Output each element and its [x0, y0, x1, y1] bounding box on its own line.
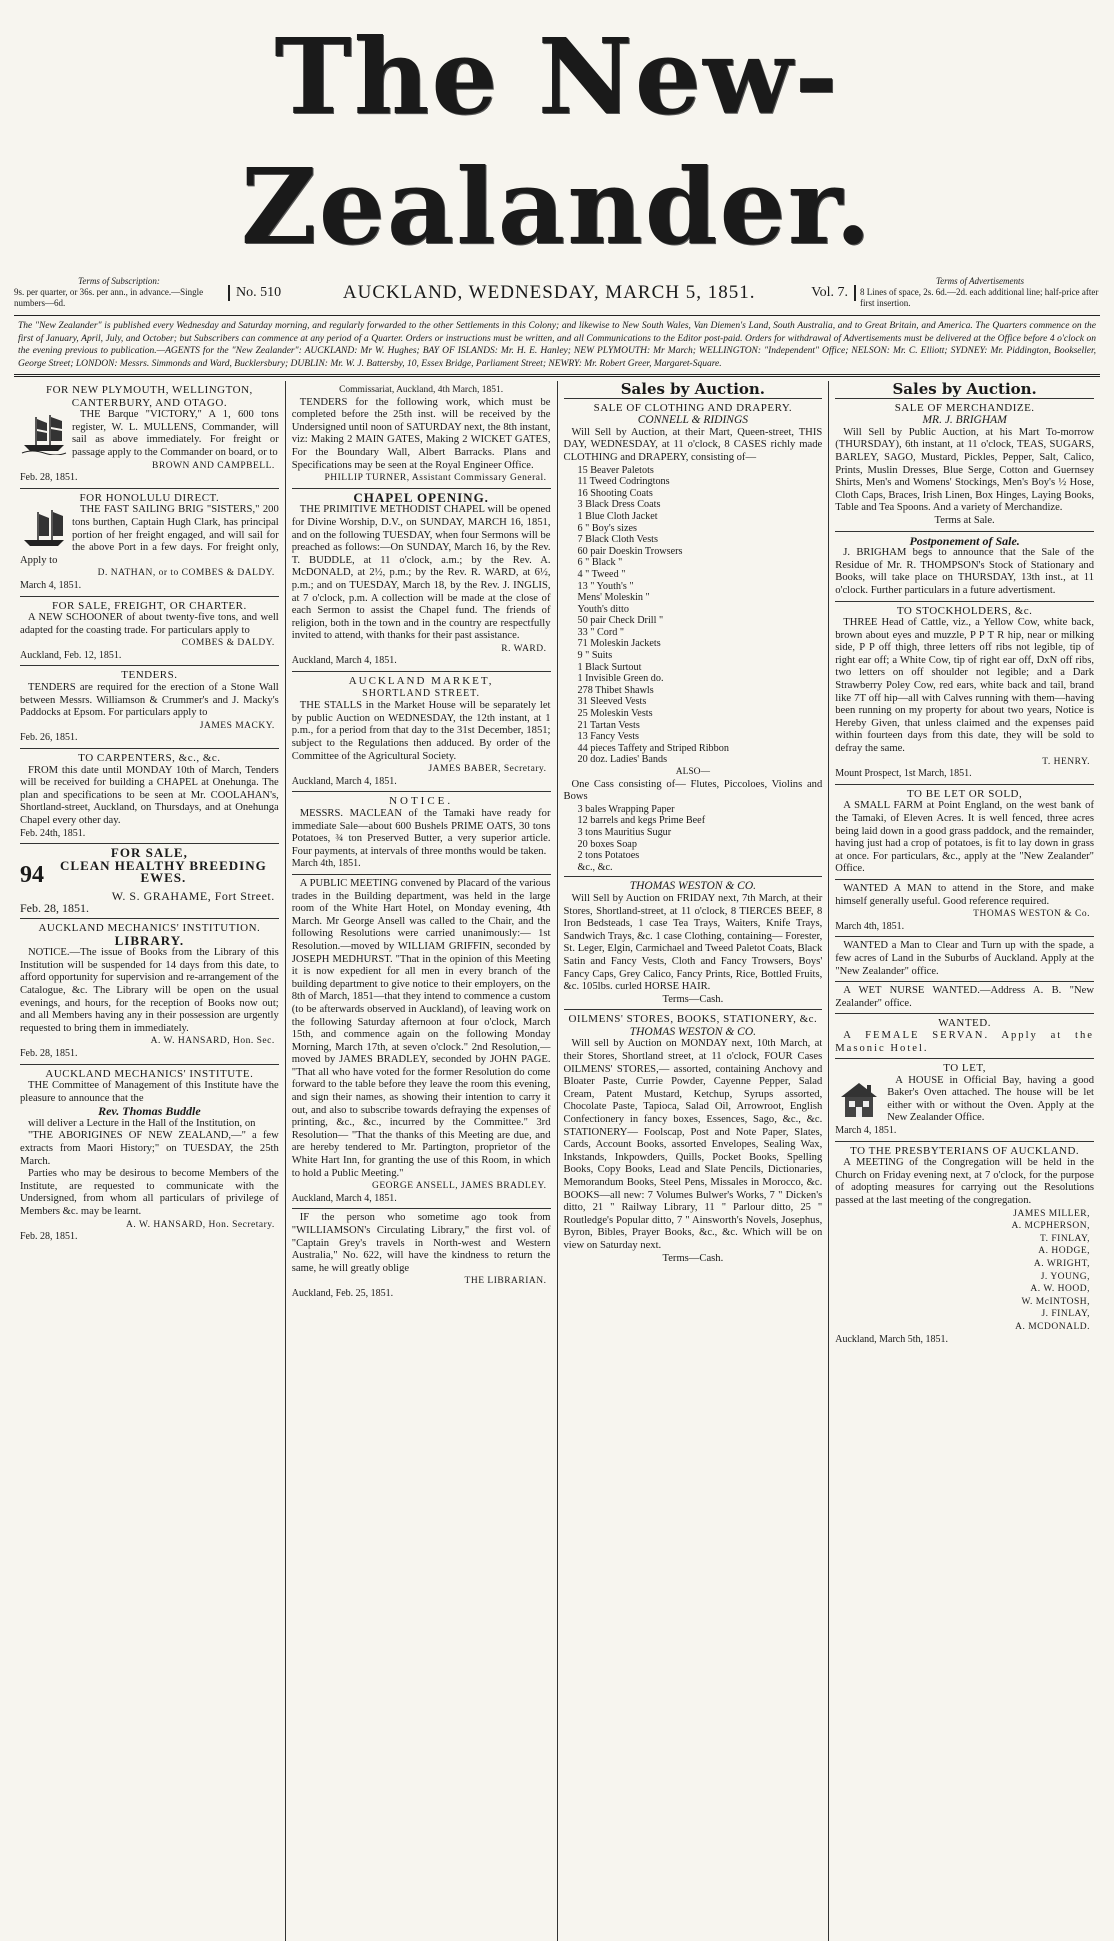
section-heading: Sales by Auction.: [835, 381, 1094, 399]
ad-heading: TO STOCKHOLDERS, &c.: [896, 604, 1033, 617]
ad-date: Feb. 26, 1851.: [20, 732, 78, 744]
ad-body: Will sell by Auction on MONDAY next, 10th March, at their Stores, Shortland street, at 11 o'clock, FOUR Cases OILMENS' STORES,— assorted, containing Anchovy and Bloater Paste, Currie Powder, Cayenne Pepper, Salad Cream, Patent Mustard, Ketchup, Syrups assorted, Chocolate Paste, Tapioca, Salad Oil, Arrowroot, English Confectionery in fancy boxes, Essences, Sago, &c., &c. STATIONERY— Foolscap, Post and Note Paper, Slates, Cards, Account Books, assorted Envelopes, Sealing Wax, Inkstands, Inkpowders, Quills, Pocket Books, Spelling Books, Copy Books, Lead and Slate Pencils, Dictionaries, Memorandum Books, Steel Pens, Missales in Morocco, &c. BOOKS—all new: 7 Volumes Bulwer's Works, 7 " Dicken's ditto, 21 " Railway Library, 11 " Parlour ditto, 25 " Routledge's Popular ditto, 7 " Ainsworth's Novels, Josephus, Byron, Bibles, Prayer Books, &c., &c. Which will be on view on Saturday next.: [563, 1038, 823, 1251]
ad-honolulu: [20, 489, 279, 597]
ad-signature: JAMES MACKY.: [199, 720, 275, 731]
ad-signature: T. HENRY.: [1042, 756, 1090, 767]
list-item: 33 " Cord ": [577, 626, 625, 638]
column-2: [285, 381, 557, 1941]
list-item: 6 " Black ": [577, 557, 623, 569]
ad-body: FROM this date until MONDAY 10th of March, Tenders will be received for building a CHAPEL at Onehunga. The plan and specifications to be seen at Mr. COOLAHAN's, Shortland-street, Auckland, on Thursdays, and at Onehunga Chapel every other day.: [20, 764, 279, 826]
ad-subheading: LIBRARY.: [114, 932, 185, 948]
ad-wanted-clear-land: [835, 937, 1094, 982]
ad-body: WANTED a Man to Clear and Turn up with the spade, a few acres of Land in the Suburbs of Auckland. Apply at the "New Zealander" office.: [835, 940, 1094, 977]
ad-body: Parties who may be desirous to become Members of the Institute, are requested to communicate with the Undersigned, from whom all particulars of privilege of Members &c. may be learnt.: [20, 1168, 279, 1218]
ad-terms: Terms—Cash.: [662, 993, 724, 1005]
ad-body: IF the person who sometime ago took from "WILLIAMSON's Circulating Library," the first vol. of "Captain Grey's travels in North-west and Western Australia," No. 622, will have the kindness to return the same, he will greatly oblige: [291, 1212, 551, 1274]
ad-body: A NEW SCHOONER of about twenty-five tons, and well adapted for the coasting trade. For particulars apply to: [20, 612, 279, 636]
ad-date: March 4, 1851.: [20, 579, 82, 591]
ad-date: Auckland, March 4, 1851.: [291, 1192, 397, 1204]
publication-info: The "New Zealander" is published every Wednesday and Saturday morning, and regularly forwarded to the other Settlements in this Colony; and likewise to New South Wales, Van Diemen's Land, South Australia, and to Great Britain, and America. The Quarters commence on the first of January, April, July, and October; but Subscribers can commence at any period of a Quarter. Orders or instructions must be written, and all Communications to the Editor post-paid. Orders for withdrawal of Advertisements must be delivered at the Office before 4 o'clock on the evening previous to publication.—AGENTS for the "New Zealander": AUCKLAND: Mr W. Hughes; BAY OF ISLANDS: Mr. H. E. Hanley; NEW PLYMOUTH: Mr March; WELLINGTON: "Independent" Office; NELSON: Mr. C. Elliott; SYDNEY: Mr. Piddington, Bookseller, George Street; LONDON: Messrs. Simmonds and Ward, Bucklersbury; DUBLIN: Mr. W. J. Battersby, 10, Essex Bridge, Parliament Street; NEWRY: Mr. Robert Greer, Margaret-Square.: [18, 321, 1096, 369]
ad-signature: THE LIBRARIAN.: [464, 1276, 547, 1287]
ad-public-meeting: [292, 875, 551, 1209]
signatory-name: W. McINTOSH,: [1021, 1296, 1090, 1307]
list-item: 9 " Suits: [577, 650, 613, 662]
list-item: 2 tons Potatoes: [577, 850, 640, 862]
ad-date: Feb. 28, 1851.: [20, 901, 89, 916]
ad-body: MESSRS. MACLEAN of the Tamaki have ready for immediate Sale—about 600 Bushels PRIME OATS, 30 tons Potatoes, ¾ ton Preserved Butter, a very superior article. Four payments, at intervals of three months would be taken.: [291, 808, 551, 857]
list-item: 1 Invisible Green do.: [577, 673, 664, 685]
advertisement-terms-text: 8 Lines of space, 2s. 6d.—2d. each additional line; half-price after first insertion.: [860, 287, 1099, 308]
signatory-name: J. FINLAY,: [1041, 1309, 1090, 1320]
ad-date: Auckland, Feb. 12, 1851.: [20, 649, 122, 661]
ad-heading: Commissariat, Auckland, 4th March, 1851.: [339, 385, 504, 395]
list-item: 25 Moleskin Vests: [577, 708, 653, 720]
ad-signature: JAMES BABER, Secretary.: [428, 764, 547, 775]
ad-date: March 4th, 1851.: [291, 858, 361, 870]
ad-body: TENDERS for the following work, which must be completed before the 25th inst. will be received by the Undersigned until noon of SATURDAY next, the 8th instant, viz: Making 2 MAIN GATES, Making 2 WICKET GATES, For the Boundary Wall, Albert Barracks. Plans and Specifications may be seen at the Royal Engineer Office.: [291, 396, 551, 471]
ad-signature: A. W. HANSARD, Hon. Secretary.: [126, 1219, 275, 1230]
ad-wet-nurse: [835, 982, 1094, 1014]
ad-date: March 4, 1851.: [835, 1125, 897, 1137]
ad-postponement: [835, 532, 1094, 602]
item-list: [564, 465, 823, 766]
ad-signature: R. WARD.: [501, 643, 547, 654]
list-item: 13 " Youth's ": [577, 580, 634, 592]
ad-carpenters: [20, 749, 279, 844]
list-item: 278 Thibet Shawls: [577, 684, 654, 696]
ad-heading: SALE OF CLOTHING AND DRAPERY.: [593, 401, 793, 414]
list-item: Mens' Moleskin ": [577, 592, 650, 604]
subscription-terms-title: Terms of Subscription:: [78, 276, 160, 286]
ad-wanted-man: [835, 880, 1094, 937]
ad-heading: AUCKLAND MECHANICS' INSTITUTE.: [45, 1067, 254, 1080]
ad-commissariat: [292, 381, 551, 489]
ad-heading: TO CARPENTERS, &c., &c.: [78, 752, 221, 765]
list-item: 50 pair Check Drill ": [577, 615, 664, 627]
divider: [14, 315, 1100, 316]
house-icon: [835, 1077, 883, 1121]
ad-farm: [835, 785, 1094, 880]
ad-terms: Terms at Sale.: [934, 514, 995, 526]
advertisement-terms: [856, 276, 1100, 309]
ad-signature: A. W. HANSARD, Hon. Sec.: [150, 1036, 275, 1047]
ad-circulating-library: [292, 1209, 551, 1303]
ad-body: Will Sell by Auction, at their Mart, Queen-street, THIS DAY, WEDNESDAY, at 11 o'clock, 8 CASES richly made CLOTHING and DRAPERY, consisting of—: [563, 426, 823, 463]
subscription-terms: [14, 276, 224, 309]
lecture-topic: "THE ABORIGINES OF NEW ZEALAND,—" a few extracts from Maori History;" on TUESDAY, the 25th March.: [20, 1130, 279, 1167]
ad-body: NOTICE.—The issue of Books from the Library of this Institution will be suspended for 14 days from this date, to afford opportunity for supervision and re-arrangement of the Catalogue, &c. The Library will be open on the usual evenings, and hours, for the reception of Books now out; and all Members having any in their possession are urgently requested to bring them in immediately.: [20, 947, 279, 1034]
ad-heading: AUCKLAND MARKET,: [348, 675, 494, 688]
list-item: 7 Black Cloth Vests: [577, 534, 658, 546]
ad-signature: W. S. GRAHAME, Fort Street.: [111, 888, 275, 903]
auctioneer-name: THOMAS WESTON & CO.: [629, 880, 757, 893]
ewes-count: 94: [20, 861, 44, 888]
ad-heading: SALE OF MERCHANDIZE.: [894, 401, 1035, 414]
ad-clothing-sale: [564, 399, 823, 878]
ad-body: J. BRIGHAM begs to announce that the Sale of the Residue of Mr. R. THOMPSON's Stock of Stationary and Books, will take place on THURSDAY, 13th inst., at 11 o'clock. Further particulars in a future advertisment.: [835, 547, 1094, 596]
ad-signature: BROWN AND CAMPBELL.: [152, 460, 275, 471]
ad-heading: CHAPEL OPENING.: [353, 489, 489, 505]
list-item: Youth's ditto: [577, 603, 629, 615]
list-item: 12 barrels and kegs Prime Beef: [577, 815, 706, 827]
ad-notice: [292, 792, 551, 875]
ad-date: Auckland, March 4, 1851.: [291, 775, 397, 787]
ad-body: A SMALL FARM at Point England, on the west bank of the Tamaki, of Eleven Acres. It is well fenced, three acres being laid down in a good grass paddock, and the remainder, having just had a crop of potatoes, is fit to lay down in grass at once. For particulars, &c., apply at the "New Zealander" Office.: [835, 800, 1094, 875]
masthead-title: The New-Zealander.: [240, 15, 874, 268]
ad-heading: FOR NEW PLYMOUTH, WELLINGTON, CANTERBURY, AND OTAGO.: [45, 384, 253, 409]
signatory-name: A. WRIGHT,: [1033, 1259, 1090, 1269]
ad-date: Feb. 28, 1851.: [20, 1231, 78, 1243]
auctioneer-name: CONNELL & RIDINGS: [637, 414, 749, 427]
ad-institute: [20, 1065, 279, 1247]
also-label: ALSO—: [675, 767, 711, 777]
ad-heading: WANTED.: [938, 1017, 991, 1030]
lecturer-name: Rev. Thomas Buddle: [98, 1104, 201, 1119]
list-item: 31 Sleeved Vests: [577, 696, 647, 708]
ad-merchandize-sale: [835, 399, 1094, 532]
signatory-name: JAMES MILLER,: [1013, 1208, 1090, 1219]
ad-body: THE Committee of Management of this Institute have the pleasure to announce that the: [20, 1080, 279, 1104]
list-item: 15 Beaver Paletots: [577, 464, 654, 476]
ad-tenders: [20, 666, 279, 749]
ad-date: Auckland, Feb. 25, 1851.: [291, 1287, 394, 1299]
ad-body: THE FAST SAILING BRIG "SISTERS," 200 tons burthen, Captain Hugh Clark, has principal portion of her freight engaged, and will sail for the above Port in a few days. For freight only, Apply to: [20, 504, 279, 566]
divider: [14, 374, 1100, 377]
signatory-name: A. MCDONALD.: [1015, 1321, 1090, 1332]
ad-body: A PUBLIC MEETING convened by Placard of the various trades in the Building department, was held in the large room of the White Hart Hotel, on Monday evening, 4th March. Mr George Ansell was called to the Chair, and the following Resolutions were carried unanimously:— 1st Resolution.—moved by WILLIAM GRIFFIN, seconded by JOSEPH MEDHURST. "That in the opinion of this Meeting it is now expedient for all men in every branch of the building department to give notice to their employers, on the 8th of March, 1851—that they intend to commence a custom (to be afterwards observed in Auckland), of leaving work on the following Saturday afternoon at four o'clock, March 15th, and commence again on the following Monday Morning, March 17th, at seven o'clock." 2nd Resolution,—moved by JAMES BRADLEY, seconded by JOHN PAGE. "That all who have voted for the former Resolution do come forward to the table before they leave the room this evening, and sign their names, as showing their intention to carry it out, and also to subscribe towards defraying the expenses of printing, &c., &c., incurred by the Committee." 3rd Resolution— "That the thanks of this Meeting are due, and are hereby tendered to Mr. Partington, proprietor of the White Hart Inn, for granting the use of this Room, in which to hold a Public Meeting.": [291, 877, 551, 1179]
ad-body: TENDERS are required for the erection of a Stone Wall between Messrs. Williamson & Crummer's and J. Macky's Paddocks at Epsom. For particulars apply to: [20, 682, 279, 719]
ad-date: March 4th, 1851.: [835, 920, 905, 932]
signatory-name: A. W. HOOD,: [1030, 1284, 1090, 1295]
ad-heading: TO LET,: [943, 1062, 987, 1075]
ad-signature: PHILLIP TURNER, Assistant Commissary General.: [324, 473, 547, 484]
ad-date: Auckland, March 4, 1851.: [291, 655, 397, 667]
advertisement-terms-title: Terms of Advertisements: [935, 276, 1024, 286]
ad-market: [292, 672, 551, 792]
subscription-terms-text: 9s. per quarter, or 36s. per ann., in advance.—Single numbers—6d.: [14, 287, 204, 308]
list-item: 4 " Tweed ": [577, 568, 626, 580]
column-1: [14, 381, 285, 1941]
ad-signature: GEORGE ANSELL, JAMES BRADLEY.: [371, 1181, 547, 1192]
ad-heading: TENDERS.: [121, 669, 178, 682]
ad-date: Feb. 24th, 1851.: [20, 827, 86, 839]
ad-weston-beef: [564, 877, 823, 1010]
ad-chapel-opening: [292, 489, 551, 672]
ad-date: Feb. 28, 1851.: [20, 1047, 78, 1059]
ad-heading: NOTICE.: [389, 795, 454, 808]
ad-heading: FOR SALE,: [110, 845, 188, 861]
ship-icon: [20, 411, 68, 455]
dateline: AUCKLAND, WEDNESDAY, MARCH 5, 1851.: [342, 281, 756, 303]
list-item: 3 bales Wrapping Paper: [577, 803, 675, 815]
ad-subheading: SHORTLAND STREET.: [362, 687, 481, 699]
ad-heading: FOR SALE, FREIGHT, OR CHARTER.: [52, 599, 247, 612]
item-list: [564, 804, 823, 874]
list-item: 6 " Boy's sizes: [577, 522, 637, 534]
volume-number: Vol. 7.: [811, 285, 856, 301]
list-item: 44 pieces Taffety and Striped Ribbon: [577, 742, 729, 754]
ad-body: THE PRIMITIVE METHODIST CHAPEL will be opened for Divine Worship, D.V., on SUNDAY, MARCH 16, 1851, and on the following TUESDAY, when four Sermons will be preached as follows:—On SUNDAY, March 16, by the Rev. T. BUDDLE, at 11 o'clock, a.m.; by the Rev. A. McDONALD, at 2½, p.m.; by the Rev. R. WARD, at 6½, p.m.; and on TUESDAY, March 18, by the Rev. J. INGLIS, at 7 o'clock, p.m. A collection will be made at the close of each Sermon to assist the Chapel fund. The friends of religion, both in the town and in the country are respectfully invited to attend, with thanks for their past assistance.: [291, 504, 551, 642]
list-item: 71 Moleskin Jackets: [577, 638, 661, 650]
columns: [14, 381, 1100, 1941]
ad-ewes: [20, 844, 279, 919]
ad-body: Will Sell by Public Auction, at his Mart To-morrow (THURSDAY), 6th instant, at 11 o'clock, TEAS, SUGARS, BARLEY, SAGO, Mustard, Pickles, Pepper, Salt, Calico, Prints, Muslin Dresses, Blue Serge, Cotton and Guernsey Shirts, Men's and Womens' Stockings, Men's Boy's ½ Hose, Cloth Caps, Braces, Irish Linen, Box Hinges, Laying Books, Table and Tea Spoons. And a variety of Merchandize.: [835, 426, 1094, 514]
ad-body: will deliver a Lecture in the Hall of the Institution, on: [28, 1117, 256, 1129]
auctioneer-name: THOMAS WESTON & CO.: [629, 1025, 757, 1038]
ad-heading: Postponement of Sale.: [909, 533, 1020, 548]
list-item: 21 Tartan Vests: [577, 719, 640, 731]
column-4: [828, 381, 1100, 1941]
ad-schooner: [20, 597, 279, 667]
ad-body: A MEETING of the Congregation will be held in the Church on Friday evening next, at 7 o'clock, for the purpose of adopting measures for carrying out the Resolutions passed at the last meeting of the congregation.: [835, 1157, 1094, 1207]
ad-stockholders: [835, 602, 1094, 785]
section-heading: Sales by Auction.: [564, 381, 823, 399]
ad-body: CLEAN HEALTHY BREEDING EWES.: [60, 857, 267, 886]
ad-date: Auckland, March 5th, 1851.: [835, 1333, 949, 1345]
ad-body: THE STALLS in the Market House will be separately let by public Auction on WEDNESDAY, the 12th instant, at 1 p.m., for a period from that day to the 31st December, 1851; subject to the Regulations then adduced. By order of the Committee of the Agricultural Society.: [291, 700, 551, 762]
list-item: &c., &c.: [577, 861, 613, 873]
issue-number: No. 510: [228, 285, 287, 301]
signatory-name: T. FINLAY,: [1040, 1233, 1090, 1244]
signatory-name: A. HODGE,: [1038, 1246, 1090, 1257]
list-item: 20 boxes Soap: [577, 838, 637, 850]
list-item: 3 Black Dress Coats: [577, 499, 661, 511]
signatory-name: J. YOUNG,: [1040, 1271, 1090, 1282]
ad-heading: AUCKLAND MECHANICS' INSTITUTION.: [38, 921, 261, 934]
ad-female-servant: [835, 1014, 1094, 1059]
ad-date: Mount Prospect, 1st March, 1851.: [835, 768, 972, 780]
ad-body: Will Sell by Auction on FRIDAY next, 7th March, at their Stores, Shortland-street, at 11 o'clock, 8 TIERCES BEEF, 8 Iron Bedsteads, 1 case Tea Trays, Waiters, Knife Trays, Sandwich Trays, &c. 1 case Clothing, containing— Forester, St. Leger, Elgin, Carmichael and Tweed Paletot Coats, Black Satin and Fancy Vests, Cloth and Fancy Trowsers, Boys' Fancy Caps, Grey Calico, Fancy Prints, Rice, Bottled Fruits, &c. 105lbs. curled HORSE HAIR.: [563, 892, 823, 993]
masthead-info-row: [14, 276, 1100, 309]
ad-heading: OILMENS' STORES, BOOKS, STATIONERY, &c.: [568, 1013, 818, 1026]
list-item: 60 pair Doeskin Trowsers: [577, 545, 683, 557]
ad-library: [20, 919, 279, 1065]
ad-signature: D. NATHAN, or to COMBES & DALDY.: [97, 568, 275, 579]
ad-signature: THOMAS WESTON & Co.: [973, 909, 1090, 920]
ad-house-to-let: [835, 1059, 1094, 1142]
column-3: [557, 381, 829, 1941]
list-item: 20 doz. Ladies' Bands: [577, 754, 668, 766]
ad-signature: COMBES & DALDY.: [181, 638, 275, 649]
list-item: 16 Shooting Coats: [577, 487, 653, 499]
ad-date: Feb. 28, 1851.: [20, 472, 78, 484]
list-item: 11 Tweed Codringtons: [577, 476, 670, 488]
ad-body: A WET NURSE WANTED.—Address A. B. "New Zealander" office.: [835, 985, 1094, 1009]
list-item: 1 Black Surtout: [577, 661, 642, 673]
auctioneer-name: MR. J. BRIGHAM: [922, 414, 1007, 427]
signatory-name: A. MCPHERSON,: [1011, 1221, 1090, 1232]
list-item: 3 tons Mauritius Sugur: [577, 826, 672, 838]
ad-body: A HOUSE in Official Bay, having a good Baker's Oven attached. The house will be let either with or without the Oven. Apply at the New Zealander Office.: [887, 1074, 1094, 1124]
ad-body: WANTED A MAN to attend in the Store, and make himself generally useful. Good reference required.: [835, 882, 1094, 907]
ad-new-plymouth: [20, 381, 279, 489]
ad-presbyterians: [835, 1142, 1094, 1350]
ad-oilmens-stores: [564, 1010, 823, 1268]
ad-heading: TO THE PRESBYTERIANS OF AUCKLAND.: [850, 1144, 1080, 1157]
ad-heading: TO BE LET OR SOLD,: [907, 787, 1023, 800]
list-item: 13 Fancy Vests: [577, 731, 640, 743]
ship-icon: [20, 506, 68, 550]
ad-body: THE Barque "VICTORY," A 1, 600 tons register, W. L. MULLENS, Commander, will sail as above immediately. For freight or passage apply to the Commander on board, or to: [72, 409, 279, 458]
ad-body: A FEMALE SERVAN. Apply at the Masonic Hotel.: [835, 1029, 1094, 1054]
ad-body: One Cass consisting of— Flutes, Piccoloes, Violins and Bows: [563, 778, 823, 803]
list-item: 1 Blue Cloth Jacket: [577, 510, 658, 522]
ad-body: THREE Head of Cattle, viz., a Yellow Cow, white back, brown about eyes and muzzle, P P T R hip, near or milking side, P P off thigh, three letters off ribs not legible, tip of right ear off; a White Cow, tip of right ear off, DxN off ribs, two letters on off shoulder not legible; and a Dark Strawberry Poley Cow, red ears, white back and tail, brand like 7T off hip—all with Calves running with them—having been running on my property for about two years, Notice is Hereby Given, that unless claimed and the expenses paid within fourteen days from this date, they will be sold to defray the same.: [835, 617, 1094, 755]
ad-terms: Terms—Cash.: [662, 1252, 724, 1264]
ad-heading: FOR HONOLULU DIRECT.: [79, 491, 220, 504]
